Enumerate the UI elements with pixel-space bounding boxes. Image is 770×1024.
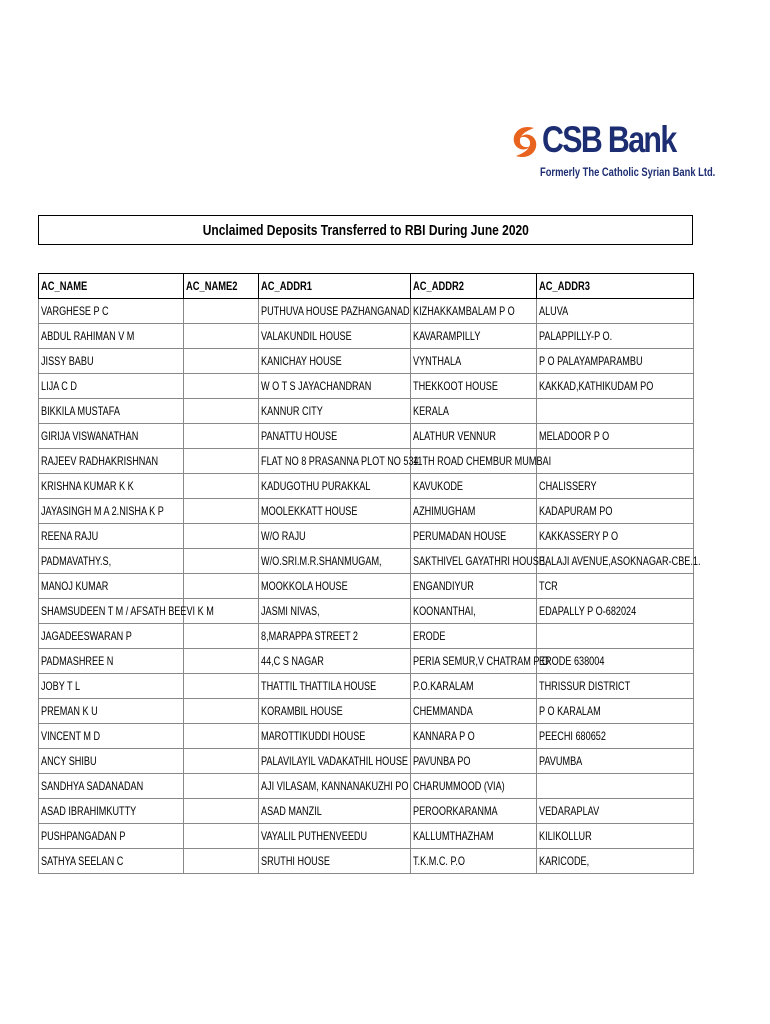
cell-text: 8,MARAPPA STREET 2 bbox=[261, 629, 358, 643]
table-cell-ac-name bbox=[39, 524, 184, 549]
cell-text: W O T S JAYACHANDRAN bbox=[261, 379, 372, 393]
cell-text: LIJA C D bbox=[41, 379, 77, 393]
cell-text: VAYALIL PUTHENVEEDU bbox=[261, 829, 368, 843]
table-cell-ac-name2 bbox=[184, 299, 259, 324]
table-cell-ac-addr2 bbox=[411, 474, 537, 499]
table-cell-ac-name bbox=[39, 349, 184, 374]
table-cell-ac-name bbox=[39, 674, 184, 699]
table-cell-ac-name2 bbox=[184, 424, 259, 449]
cell-text: KANNUR CITY bbox=[261, 404, 323, 418]
table-cell-ac-name bbox=[39, 549, 184, 574]
cell-text: REENA RAJU bbox=[41, 529, 99, 543]
table-cell-ac-name bbox=[39, 749, 184, 774]
document-title-box bbox=[38, 215, 693, 245]
cell-text: RAJEEV RADHAKRISHNAN bbox=[41, 454, 159, 468]
table-cell-ac-addr2 bbox=[411, 649, 549, 674]
table-cell-ac-addr1 bbox=[259, 349, 411, 374]
cell-text: MOOLEKKATT HOUSE bbox=[261, 504, 358, 518]
cell-text: GIRIJA VISWANATHAN bbox=[41, 429, 139, 443]
table-cell-ac-name bbox=[39, 724, 184, 749]
table-cell-ac-addr1 bbox=[259, 549, 411, 574]
brand-tagline: Formerly The Catholic Syrian Bank Ltd. bbox=[540, 165, 716, 179]
table-row bbox=[39, 799, 694, 824]
cell-text: CHALISSERY bbox=[539, 479, 597, 493]
cell-text: KERALA bbox=[413, 404, 449, 418]
table-cell-ac-addr3 bbox=[537, 324, 694, 349]
table-cell-ac-addr2 bbox=[411, 324, 537, 349]
table-row bbox=[39, 599, 694, 624]
table-cell-ac-name bbox=[39, 599, 214, 624]
table-row bbox=[39, 449, 694, 474]
cell-text: VEDARAPLAV bbox=[539, 804, 600, 818]
table-cell-ac-addr3 bbox=[537, 724, 694, 749]
table-cell-ac-addr3 bbox=[537, 624, 694, 649]
bank-logo bbox=[508, 118, 716, 190]
table-cell-ac-addr2 bbox=[411, 424, 537, 449]
table-cell-ac-addr2 bbox=[411, 349, 537, 374]
table-cell-ac-addr3 bbox=[537, 399, 694, 424]
cell-text: AZHIMUGHAM bbox=[413, 504, 476, 518]
table-cell-ac-name2 bbox=[184, 724, 259, 749]
cell-text: T.K.M.C. P.O bbox=[413, 854, 466, 868]
table-cell-ac-addr1 bbox=[259, 374, 411, 399]
table-cell-ac-name bbox=[39, 849, 184, 874]
table-cell-ac-addr1 bbox=[259, 799, 411, 824]
table-cell-ac-addr3 bbox=[537, 674, 694, 699]
table-cell-ac-addr2 bbox=[411, 399, 537, 424]
csb-swirl-icon bbox=[508, 122, 542, 162]
cell-text: PALAVILAYIL VADAKATHIL HOUSE bbox=[261, 754, 408, 768]
table-row bbox=[39, 674, 694, 699]
cell-text: PADMAVATHY.S, bbox=[41, 554, 112, 568]
cell-text: VYNTHALA bbox=[413, 354, 462, 368]
table-cell-ac-addr2 bbox=[411, 299, 537, 324]
cell-text: THATTIL THATTILA HOUSE bbox=[261, 679, 377, 693]
cell-text: SHAMSUDEEN T M / AFSATH BEEVI K M bbox=[41, 604, 214, 618]
table-cell-ac-addr1 bbox=[259, 824, 411, 849]
table-row bbox=[39, 824, 694, 849]
table-cell-ac-addr3 bbox=[537, 774, 694, 799]
document-title: Unclaimed Deposits Transferred to RBI During June 2020 bbox=[202, 221, 529, 239]
table-cell-ac-name bbox=[39, 799, 184, 824]
cell-text: ALATHUR VENNUR bbox=[413, 429, 496, 443]
table-cell-ac-name2 bbox=[184, 499, 259, 524]
cell-text: MAROTTIKUDDI HOUSE bbox=[261, 729, 366, 743]
table-row bbox=[39, 624, 694, 649]
cell-text: PAVUNBA PO bbox=[413, 754, 471, 768]
table-cell-ac-addr1 bbox=[259, 424, 411, 449]
table-cell-ac-addr1 bbox=[259, 499, 411, 524]
table-cell-ac-name2 bbox=[184, 699, 259, 724]
table-cell-ac-addr3 bbox=[537, 524, 694, 549]
table-cell-ac-addr2 bbox=[411, 824, 537, 849]
table-cell-ac-addr1 bbox=[259, 774, 411, 799]
cell-text: JAGADEESWARAN P bbox=[41, 629, 132, 643]
table-cell-ac-name bbox=[39, 824, 184, 849]
cell-text: KIZHAKKAMBALAM P O bbox=[413, 304, 515, 318]
cell-text: SANDHYA SADANADAN bbox=[41, 779, 144, 793]
column-header-ac-addr2 bbox=[411, 274, 537, 299]
cell-text: KRISHNA KUMAR K K bbox=[41, 479, 134, 493]
table-cell-ac-addr1 bbox=[259, 324, 411, 349]
table-cell-ac-name2 bbox=[184, 774, 259, 799]
table-cell-ac-name bbox=[39, 374, 184, 399]
cell-text: EDAPALLY P O-682024 bbox=[539, 604, 637, 618]
table-row bbox=[39, 424, 694, 449]
cell-text: JOBY T L bbox=[41, 679, 81, 693]
table-cell-ac-addr2 bbox=[411, 749, 537, 774]
table-cell-ac-addr2 bbox=[411, 499, 537, 524]
table-cell-ac-addr3 bbox=[537, 599, 694, 624]
table-cell-ac-addr2 bbox=[411, 524, 537, 549]
table-row bbox=[39, 499, 694, 524]
column-header-label: AC_ADDR1 bbox=[261, 279, 312, 293]
table-row bbox=[39, 549, 694, 574]
table-cell-ac-addr2 bbox=[411, 449, 552, 474]
table-row bbox=[39, 474, 694, 499]
table-cell-ac-name2 bbox=[184, 549, 259, 574]
table-cell-ac-addr3 bbox=[537, 549, 701, 574]
table-row bbox=[39, 399, 694, 424]
cell-text: KILIKOLLUR bbox=[539, 829, 592, 843]
cell-text: BALAJI AVENUE,ASOKNAGAR-CBE.1. bbox=[539, 554, 701, 568]
cell-text: P.O.KARALAM bbox=[413, 679, 474, 693]
cell-text: 44,C S NAGAR bbox=[261, 654, 324, 668]
cell-text: AJI VILASAM, KANNANAKUZHI PO bbox=[261, 779, 409, 793]
table-cell-ac-addr2 bbox=[411, 624, 537, 649]
table-cell-ac-name2 bbox=[184, 674, 259, 699]
column-header-label: AC_ADDR2 bbox=[413, 279, 464, 293]
table-header-row bbox=[39, 274, 694, 299]
cell-text: MELADOOR P O bbox=[539, 429, 610, 443]
cell-text: ANCY SHIBU bbox=[41, 754, 97, 768]
column-header-label: AC_NAME bbox=[41, 279, 88, 293]
cell-text: JASMI NIVAS, bbox=[261, 604, 320, 618]
cell-text: W/O.SRI.M.R.SHANMUGAM, bbox=[261, 554, 382, 568]
column-header-ac-addr3 bbox=[537, 274, 694, 299]
table-cell-ac-addr3 bbox=[537, 699, 694, 724]
table-cell-ac-addr2 bbox=[411, 374, 537, 399]
table-cell-ac-addr3 bbox=[537, 299, 694, 324]
table-cell-ac-name2 bbox=[184, 624, 259, 649]
table-cell-ac-name2 bbox=[184, 449, 259, 474]
table-cell-ac-addr1 bbox=[259, 474, 411, 499]
cell-text: ERODE bbox=[413, 629, 446, 643]
table-cell-ac-addr1 bbox=[259, 574, 411, 599]
table-cell-ac-name bbox=[39, 449, 184, 474]
cell-text: PREMAN K U bbox=[41, 704, 98, 718]
table-cell-ac-addr3 bbox=[537, 799, 694, 824]
cell-text: KADUGOTHU PURAKKAL bbox=[261, 479, 371, 493]
cell-text: THRISSUR DISTRICT bbox=[539, 679, 631, 693]
cell-text: KOONANTHAI, bbox=[413, 604, 476, 618]
table-cell-ac-addr3 bbox=[537, 449, 694, 474]
table-cell-ac-addr2 bbox=[411, 574, 537, 599]
column-header-label: AC_ADDR3 bbox=[539, 279, 590, 293]
table-cell-ac-name bbox=[39, 324, 184, 349]
table-row bbox=[39, 524, 694, 549]
table-cell-ac-name bbox=[39, 474, 184, 499]
cell-text: PADMASHREE N bbox=[41, 654, 114, 668]
table-row bbox=[39, 574, 694, 599]
table-cell-ac-addr3 bbox=[537, 474, 694, 499]
unclaimed-deposits-table bbox=[38, 273, 701, 874]
table-row bbox=[39, 299, 694, 324]
cell-text: MANOJ KUMAR bbox=[41, 579, 109, 593]
table-cell-ac-addr3 bbox=[537, 649, 694, 674]
table-cell-ac-name2 bbox=[184, 349, 259, 374]
cell-text: SAKTHIVEL GAYATHRI HOUSE, bbox=[413, 554, 548, 568]
table-cell-ac-addr1 bbox=[259, 449, 419, 474]
table-cell-ac-name2 bbox=[184, 824, 259, 849]
cell-text: VINCENT M D bbox=[41, 729, 101, 743]
cell-text: ASAD MANZIL bbox=[261, 804, 322, 818]
cell-text: P O KARALAM bbox=[539, 704, 601, 718]
table-cell-ac-name bbox=[39, 624, 184, 649]
cell-text: BIKKILA MUSTAFA bbox=[41, 404, 120, 418]
table-cell-ac-addr2 bbox=[411, 549, 548, 574]
cell-text: ENGANDIYUR bbox=[413, 579, 474, 593]
table-cell-ac-addr3 bbox=[537, 424, 694, 449]
table-cell-ac-addr3 bbox=[537, 574, 694, 599]
cell-text: KAKKAD,KATHIKUDAM PO bbox=[539, 379, 654, 393]
cell-text: KANICHAY HOUSE bbox=[261, 354, 342, 368]
table-cell-ac-name bbox=[39, 399, 184, 424]
cell-text: MOOKKOLA HOUSE bbox=[261, 579, 348, 593]
cell-text: THEKKOOT HOUSE bbox=[413, 379, 498, 393]
table-cell-ac-addr2 bbox=[411, 674, 537, 699]
cell-text: ASAD IBRAHIMKUTTY bbox=[41, 804, 137, 818]
table-cell-ac-addr1 bbox=[259, 399, 411, 424]
table-cell-ac-name2 bbox=[184, 749, 259, 774]
column-header-ac-addr1 bbox=[259, 274, 411, 299]
table-cell-ac-addr3 bbox=[537, 849, 694, 874]
table-row bbox=[39, 749, 694, 774]
cell-text: ABDUL RAHIMAN V M bbox=[41, 329, 135, 343]
table-cell-ac-addr1 bbox=[259, 724, 411, 749]
table-cell-ac-name2 bbox=[184, 574, 259, 599]
column-header-ac-name2 bbox=[184, 274, 259, 299]
table-cell-ac-addr3 bbox=[537, 349, 694, 374]
table-cell-ac-addr1 bbox=[259, 524, 411, 549]
table-cell-ac-name2 bbox=[184, 324, 259, 349]
table-cell-ac-addr2 bbox=[411, 724, 537, 749]
cell-text: KANNARA P O bbox=[413, 729, 475, 743]
table-cell-ac-name bbox=[39, 574, 184, 599]
table-row bbox=[39, 774, 694, 799]
table-cell-ac-addr3 bbox=[537, 374, 694, 399]
table-row bbox=[39, 649, 694, 674]
table-cell-ac-addr2 bbox=[411, 799, 537, 824]
table-cell-ac-name bbox=[39, 649, 184, 674]
table-row bbox=[39, 324, 694, 349]
cell-text: PERUMADAN HOUSE bbox=[413, 529, 507, 543]
cell-text: KADAPURAM PO bbox=[539, 504, 613, 518]
table-cell-ac-name2 bbox=[184, 649, 259, 674]
table-row bbox=[39, 349, 694, 374]
table-cell-ac-addr1 bbox=[259, 599, 411, 624]
table-cell-ac-name2 bbox=[184, 849, 259, 874]
table-cell-ac-name bbox=[39, 299, 184, 324]
cell-text: CHARUMMOOD (VIA) bbox=[413, 779, 505, 793]
table-row bbox=[39, 374, 694, 399]
cell-text: TCR bbox=[539, 579, 558, 593]
cell-text: ALUVA bbox=[539, 304, 569, 318]
table-cell-ac-name2 bbox=[184, 524, 259, 549]
table-cell-ac-addr1 bbox=[259, 624, 411, 649]
table-cell-ac-addr2 bbox=[411, 699, 537, 724]
cell-text: KALLUMTHAZHAM bbox=[413, 829, 494, 843]
cell-text: 11TH ROAD CHEMBUR MUMBAI bbox=[413, 454, 552, 468]
table-row bbox=[39, 724, 694, 749]
cell-text: P O PALAYAMPARAMBU bbox=[539, 354, 643, 368]
table-cell-ac-name2 bbox=[184, 799, 259, 824]
table-cell-ac-name bbox=[39, 499, 184, 524]
cell-text: PUSHPANGADAN P bbox=[41, 829, 126, 843]
cell-text: PUTHUVA HOUSE PAZHANGANAD bbox=[261, 304, 410, 318]
table-cell-ac-addr3 bbox=[537, 749, 694, 774]
table-cell-ac-addr2 bbox=[411, 599, 537, 624]
cell-text: VALAKUNDIL HOUSE bbox=[261, 329, 352, 343]
table-row bbox=[39, 699, 694, 724]
cell-text: SRUTHI HOUSE bbox=[261, 854, 330, 868]
table-cell-ac-addr3 bbox=[537, 499, 694, 524]
cell-text: KARICODE, bbox=[539, 854, 590, 868]
cell-text: PAVUMBA bbox=[539, 754, 583, 768]
table-cell-ac-addr1 bbox=[259, 674, 411, 699]
table-row bbox=[39, 849, 694, 874]
cell-text: JISSY BABU bbox=[41, 354, 94, 368]
cell-text: VARGHESE P C bbox=[41, 304, 109, 318]
cell-text: PALAPPILLY-P O. bbox=[539, 329, 613, 343]
column-header-label: AC_NAME2 bbox=[186, 279, 238, 293]
cell-text: CHEMMANDA bbox=[413, 704, 473, 718]
brand-name: CSB Bank bbox=[542, 119, 676, 160]
table-cell-ac-addr1 bbox=[259, 849, 411, 874]
table-cell-ac-name2 bbox=[184, 474, 259, 499]
table-cell-ac-name2 bbox=[184, 374, 259, 399]
table-cell-ac-name bbox=[39, 424, 184, 449]
table-cell-ac-addr1 bbox=[259, 699, 411, 724]
table-cell-ac-name bbox=[39, 774, 184, 799]
table-cell-ac-addr1 bbox=[259, 749, 411, 774]
table-cell-ac-name2 bbox=[184, 399, 259, 424]
cell-text: KAKKASSERY P O bbox=[539, 529, 619, 543]
table-cell-ac-name bbox=[39, 699, 184, 724]
table-cell-ac-addr2 bbox=[411, 774, 537, 799]
column-header-ac-name bbox=[39, 274, 184, 299]
table-cell-ac-addr1 bbox=[259, 299, 411, 324]
cell-text: KAVUKODE bbox=[413, 479, 464, 493]
cell-text: PEROORKARANMA bbox=[413, 804, 498, 818]
cell-text: ERODE 638004 bbox=[539, 654, 605, 668]
cell-text: KAVARAMPILLY bbox=[413, 329, 481, 343]
table-cell-ac-addr2 bbox=[411, 849, 537, 874]
cell-text: PEECHI 680652 bbox=[539, 729, 606, 743]
cell-text: PANATTU HOUSE bbox=[261, 429, 338, 443]
cell-text: W/O RAJU bbox=[261, 529, 306, 543]
cell-text: FLAT NO 8 PRASANNA PLOT NO 534 bbox=[261, 454, 419, 468]
table-cell-ac-addr1 bbox=[259, 649, 411, 674]
cell-text: SATHYA SEELAN C bbox=[41, 854, 124, 868]
cell-text: JAYASINGH M A 2.NISHA K P bbox=[41, 504, 164, 518]
table-cell-ac-addr3 bbox=[537, 824, 694, 849]
cell-text: KORAMBIL HOUSE bbox=[261, 704, 343, 718]
cell-text: PERIA SEMUR,V CHATRAM P O bbox=[413, 654, 549, 668]
